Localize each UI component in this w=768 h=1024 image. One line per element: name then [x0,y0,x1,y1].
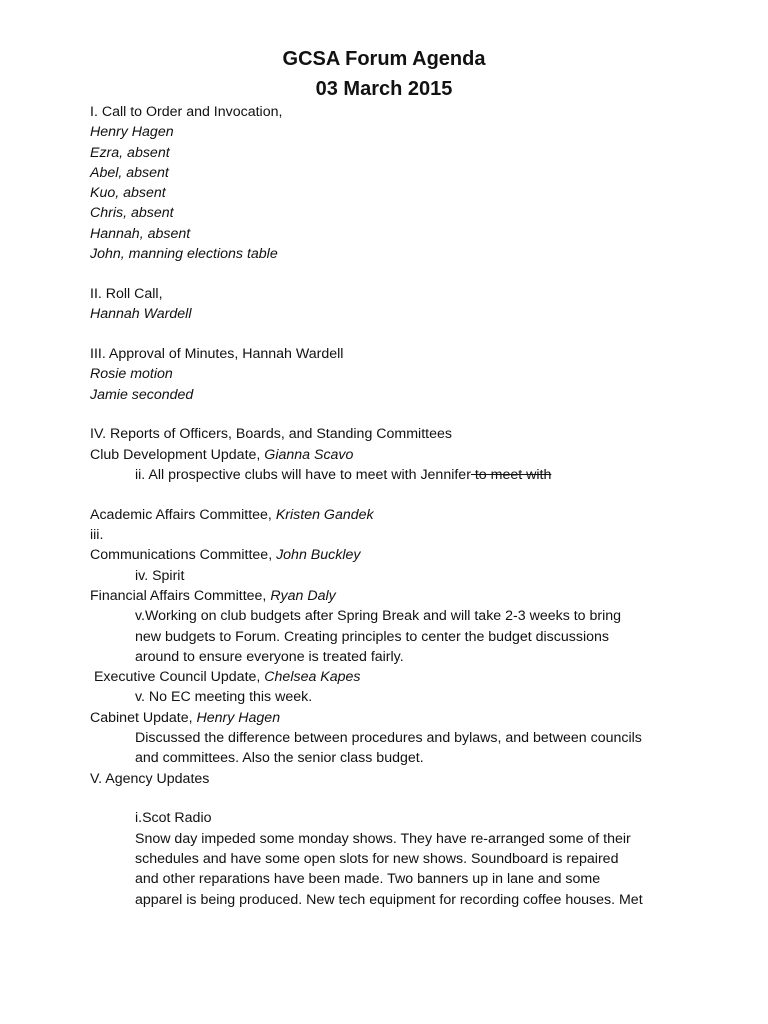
attendance-line: Ezra, absent [90,144,170,161]
document-date: 03 March 2015 [315,78,453,100]
financial-affairs-heading [90,586,690,606]
section-heading-call-to-order: I. Call to Order and Invocation, [90,104,283,120]
communications-item: iv. Spirit [135,567,185,584]
report-label: Club Development Update, [90,446,265,463]
attendance-line: Chris, absent [90,205,174,222]
struck-text: to meet with [470,466,552,483]
roll-call-name: Hannah Wardell [90,306,192,323]
cabinet-line: and committees. Also the senior class budget. [135,750,424,767]
report-label: Executive Council Update, [90,669,265,686]
executive-council-item: v. No EC meeting this week. [135,689,313,706]
academic-affairs-item: iii. [90,527,104,544]
spacer [90,485,690,505]
report-label: Academic Affairs Committee, [90,506,276,523]
spacer [90,405,690,425]
cabinet-heading [90,708,690,728]
spacer [90,324,690,344]
executive-council-heading [90,667,690,687]
report-presenter: Gianna Scavo [264,446,354,463]
report-label: Financial Affairs Committee, [90,587,271,604]
attendance-line: Henry Hagen [90,124,174,141]
report-presenter: Henry Hagen [196,709,281,726]
agency-item-label: i.Scot Radio [135,810,212,827]
section-heading-agency: V. Agency Updates [90,770,210,787]
club-development-heading [90,445,690,465]
agency-line: and other reparations have been made. Two banners up in lane and some [135,871,601,888]
report-presenter: Kristen Gandek [275,506,374,523]
attendance-line: Abel, absent [90,164,169,181]
section-heading-approval: III. Approval of Minutes, Hannah Wardell [90,345,344,362]
attendance-line: Kuo, absent [90,185,166,202]
attendance-line: Hannah, absent [90,225,191,242]
agency-line: schedules and have some open slots for new shows. Soundboard is repaired [135,851,619,867]
attendance-line: John, manning elections table [90,246,278,263]
report-presenter: Ryan Daly [270,587,336,604]
spacer [90,264,690,284]
item-text: ii. All prospective clubs will have to meet with Jennifer [135,466,471,483]
agency-line: apparel is being produced. New tech equipment for recording coffee houses. Met [135,891,643,908]
financial-affairs-line: new budgets to Forum. Creating principles to center the budget discussions [135,628,609,645]
agency-line: Snow day impeded some monday shows. They have re-arranged some of their [135,830,631,847]
section-heading-reports: IV. Reports of Officers, Boards, and Standing Committees [90,426,452,443]
report-presenter: Chelsea Kapes [264,669,361,686]
cabinet-line: Discussed the difference between procedures and bylaws, and between councils [135,730,642,747]
agenda-body [90,102,690,910]
report-presenter: John Buckley [276,547,361,564]
report-label: Communications Committee, [90,547,277,564]
financial-affairs-line: v.Working on club budgets after Spring Break and will take 2-3 weeks to bring [135,608,622,625]
motion-line: Rosie motion [90,366,173,383]
communications-heading [90,545,690,565]
spacer [90,789,690,809]
section-heading-roll-call: II. Roll Call, [90,285,163,302]
financial-affairs-line: around to ensure everyone is treated fairly. [135,648,404,665]
club-development-item [90,465,690,485]
document-title: GCSA Forum Agenda [282,48,486,70]
report-label: Cabinet Update, [90,709,197,726]
motion-line: Jamie seconded [90,386,194,403]
academic-affairs-heading [90,505,690,525]
